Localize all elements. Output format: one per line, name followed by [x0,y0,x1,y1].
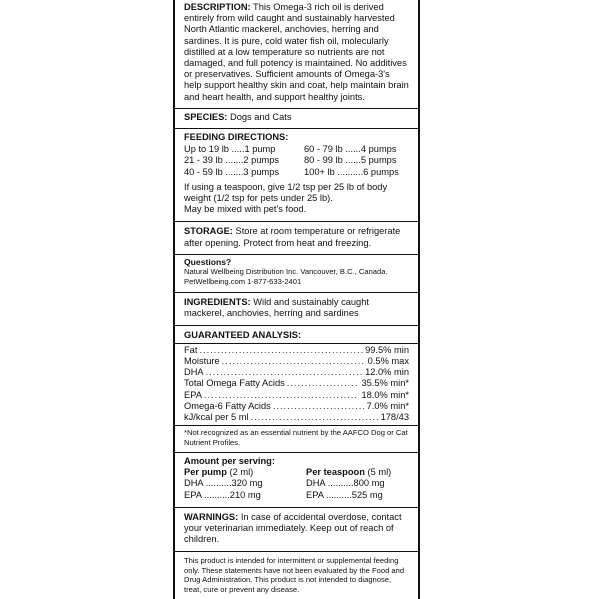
analysis-row [184,390,409,401]
divider [175,254,418,255]
analysis-row [184,412,409,423]
divider [175,507,418,508]
serving-row: DHA ..........320 mg [184,478,263,489]
analysis-value: 12.0% min [365,367,409,378]
analysis-value: 35.5% min* [361,378,409,389]
divider [175,292,418,293]
pump-unit: (2 ml) [226,467,254,478]
divider [175,128,418,129]
analysis-row [184,378,409,389]
warnings-heading: WARNINGS: [184,511,239,522]
company-address: Natural Wellbeing Distribution Inc. Vancouver, B.C., Canada. [184,267,388,277]
divider [175,425,418,426]
analysis-name: Omega-6 Fatty Acids [184,400,271,411]
analysis-name: kJ/kcal per 5 ml [184,411,249,422]
divider [175,551,418,552]
analysis-value: 178/43 [380,411,409,422]
questions-section [184,258,409,289]
description-heading: DESCRIPTION: [184,2,251,12]
feeding-row: 60 - 79 lb ......4 pumps [304,144,397,155]
analysis-name: Total Omega Fatty Acids [184,378,285,389]
description-section [184,2,409,106]
analysis-name: Fat [184,344,198,355]
serving-table [184,467,409,501]
analysis-row [184,345,409,356]
disclaimer: This product is intended for intermittent or supplemental feeding only. These statements have not been evaluated by the Food and Drug Administration. This product is not intended to diagnose, treat, cure or prevent any disease. [184,556,405,594]
analysis-value: 18.0% min* [361,389,409,400]
analysis-value: 99.5% min [365,344,409,355]
feeding-row: 80 - 99 lb ......5 pumps [304,155,397,166]
analysis-name: EPA [184,389,202,400]
storage-text: Store at room temperature or refrigerate after opening. Protect from heat and freezing. [184,226,401,248]
ingredients-heading: INGREDIENTS: [184,297,251,308]
teaspoon-note: If using a teaspoon, give 1/2 tsp per 25 lb of body weight (1/2 tsp for pets under 25 lb). [184,181,388,204]
feeding-row: Up to 19 lb .....1 pump [184,144,276,155]
analysis-name: DHA [184,367,204,378]
species-text: Dogs and Cats [227,111,292,122]
feeding-row: 21 - 39 lb .......2 pumps [184,155,280,166]
species-section [184,112,409,126]
divider [175,221,418,222]
storage-heading: STORAGE: [184,226,233,237]
analysis-row [184,401,409,412]
feeding-row: 100+ lb ..........6 pumps [304,166,399,177]
ingredients-text: Wild and sustainably caught mackerel, anchovies, herring and sardines [184,297,369,319]
questions-heading: Questions? [184,256,232,267]
species-heading: SPECIES: [184,111,228,122]
divider [175,108,418,109]
company-contact: PetWellbeing.com 1-877-633-2401 [184,276,302,286]
mix-note: May be mixed with pet's food. [184,204,307,215]
teaspoon-unit: (5 ml) [364,467,392,478]
analysis-footnote: *Not recognized as an essential nutrient by the AAFCO Dog or Cat Nutrient Profiles. [184,428,408,447]
feeding-table [184,144,409,178]
analysis-value: 0.5% max [367,355,409,366]
teaspoon-heading: Per teaspoon [306,467,365,478]
serving-row: EPA ..........210 mg [184,489,261,500]
feeding-heading: FEEDING DIRECTIONS: [184,132,289,143]
feeding-row: 40 - 59 lb .......3 pumps [184,166,280,177]
description-text: This Omega-3 rich oil is derived entirely from wild caught and sustainably harvested North Atlantic mackerel, anchovies, herring and sardines. It is pure, cold water fish oil, molecularly distilled at a low temperature so nutrients are not damaged, and full potency is maintained. No additives or preservatives. Sufficient amounts of Omega-3's help support healthy skin and coat, help maintain brain and heart health, and support healthy joints. [184,2,409,102]
ingredients-section [184,297,409,322]
serving-row: EPA ..........525 mg [306,489,383,500]
serving-section [184,456,409,504]
analysis-value: 7.0% min* [366,400,409,411]
analysis-section [184,330,409,449]
divider [175,343,418,344]
serving-row: DHA ..........800 mg [306,478,385,489]
feeding-section [184,132,409,218]
warnings-text: In case of accidental overdose, contact your veterinarian immediately. Keep out of reach of children. [184,511,402,545]
analysis-name: Moisture [184,355,220,366]
warnings-section [184,512,409,549]
pump-heading: Per pump [184,467,227,478]
product-label [173,0,420,599]
divider [175,452,418,453]
analysis-row [184,367,409,378]
analysis-row [184,356,409,367]
storage-section [184,226,409,251]
analysis-heading: GUARANTEED ANALYSIS: [184,330,302,341]
divider [175,325,418,326]
serving-heading: Amount per serving: [184,455,275,466]
